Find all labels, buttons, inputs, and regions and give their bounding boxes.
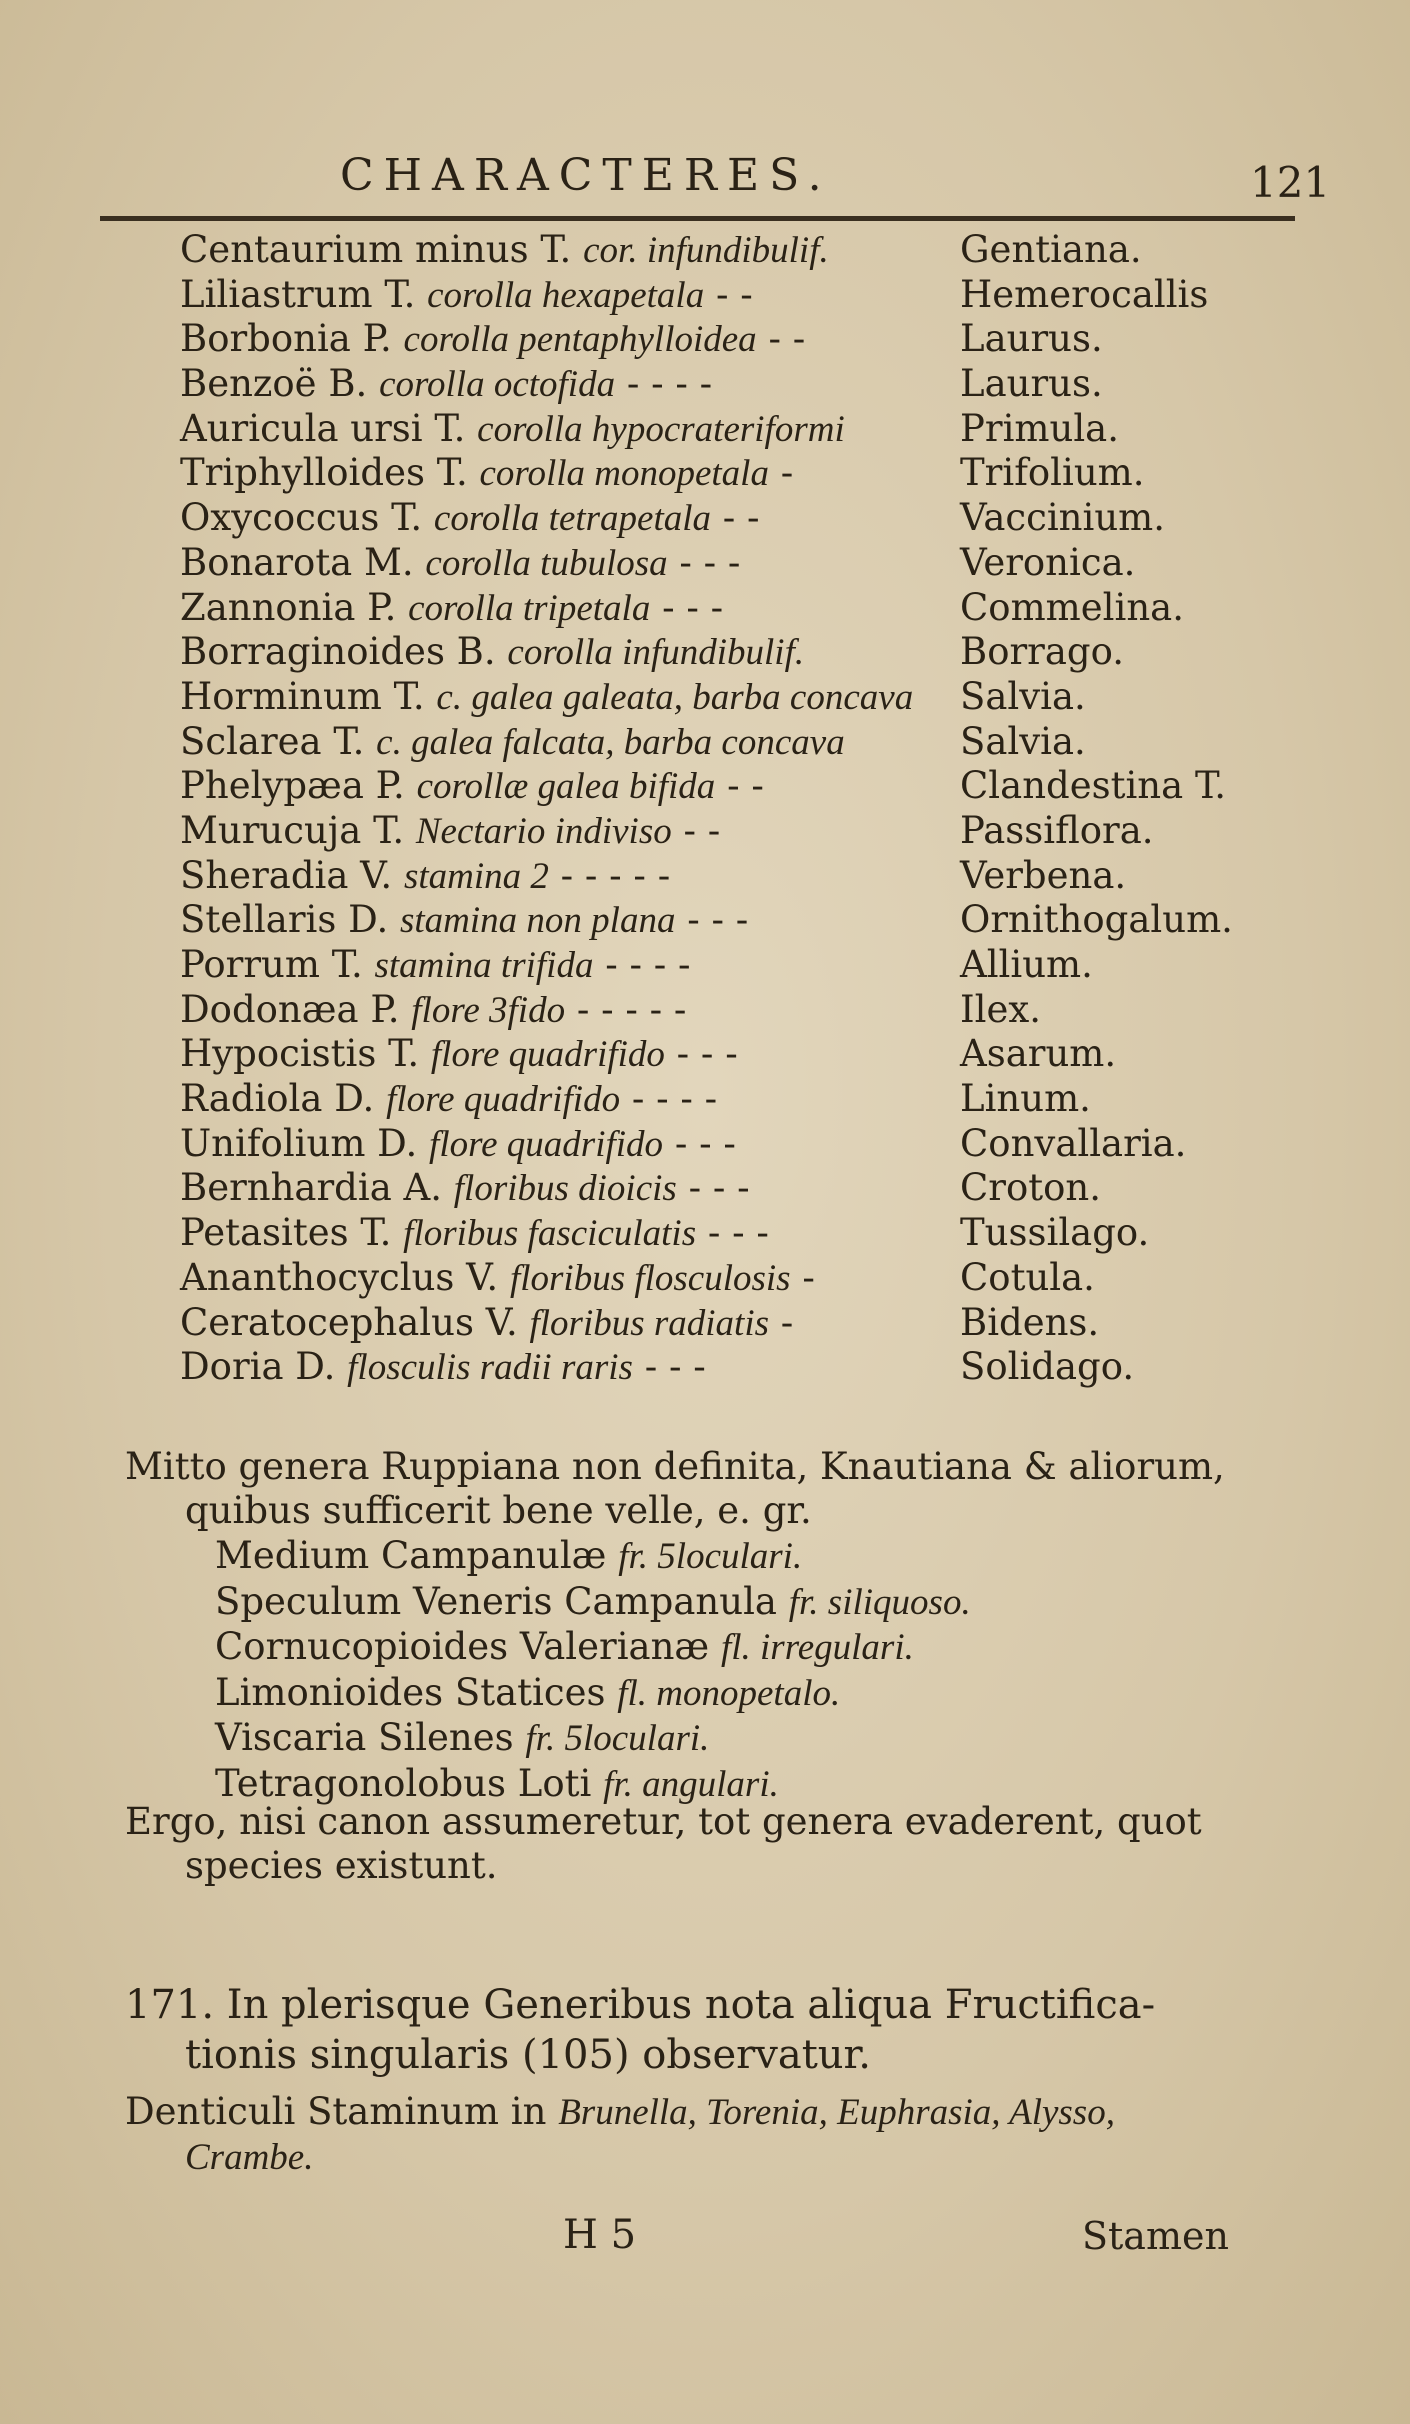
genus-name: Dodonæa P. xyxy=(180,987,400,1031)
example-name: Viscaria Silenes xyxy=(215,1716,514,1759)
genus-name: Auricula ursi T. xyxy=(180,406,466,450)
genus-row xyxy=(180,854,1310,899)
denticuli-lead: Denticuli Staminum in xyxy=(125,2090,547,2133)
example-character: fr. angulari. xyxy=(603,1763,779,1805)
reference-genus: Primula. xyxy=(960,406,1119,450)
leader-dashes: - - - - - xyxy=(576,987,687,1031)
genus-character: floribus dioicis xyxy=(453,1168,677,1210)
reference-genus: Laurus. xyxy=(960,317,1103,361)
example-list xyxy=(215,1534,971,1807)
genus-character: corollæ galea bifida xyxy=(416,766,716,808)
genus-row xyxy=(180,988,1310,1033)
reference-genus: Salvia. xyxy=(960,674,1086,718)
mitto-line-2: quibus sufficerit bene velle, e. gr. xyxy=(185,1489,812,1532)
reference-genus: Salvia. xyxy=(960,719,1086,763)
genus-character: stamina non plana xyxy=(399,900,676,942)
genus-row xyxy=(180,541,1310,586)
section-171-line-1: 171. In plerisque Generibus nota aliqua Fructifica- xyxy=(125,1982,1156,2028)
leader-dashes: - xyxy=(802,1255,815,1299)
example-item xyxy=(215,1625,971,1671)
example-character: fl. irregulari. xyxy=(720,1627,914,1668)
genus-row xyxy=(180,1166,1310,1211)
genus-character: corolla octofida xyxy=(379,364,616,406)
leader-dashes: - - - - xyxy=(626,362,713,406)
genus-row xyxy=(180,451,1310,496)
leader-dashes: - - - - xyxy=(631,1077,718,1121)
example-name: Tetragonolobus Loti xyxy=(215,1761,592,1805)
genus-row xyxy=(180,1032,1310,1077)
genus-row xyxy=(180,898,1310,943)
genus-character: flore 3fido xyxy=(411,989,566,1031)
reference-genus: Verbena. xyxy=(960,853,1127,897)
example-item xyxy=(215,1671,971,1717)
genus-character: flore quadrifido xyxy=(430,1034,665,1076)
example-name: Limonioides Statices xyxy=(215,1670,606,1714)
reference-genus: Allium. xyxy=(960,943,1093,986)
reference-genus: Bidens. xyxy=(960,1300,1100,1344)
genus-name: Porrum T. xyxy=(180,943,363,986)
leader-dashes: - - xyxy=(768,317,806,361)
leader-dashes: - - - xyxy=(679,540,741,584)
genus-row xyxy=(180,317,1310,362)
header-rule xyxy=(100,216,1295,221)
example-name: Cornucopioides Valerianæ xyxy=(215,1625,710,1668)
genus-name: Stellaris D. xyxy=(180,898,389,942)
genus-name: Borraginoides B. xyxy=(180,630,496,674)
leader-dashes: - - - xyxy=(687,898,749,942)
reference-genus: Ornithogalum. xyxy=(960,898,1233,942)
section-171-line-2: tionis singularis (105) observatur. xyxy=(185,2032,871,2078)
example-name: Speculum Veneris Campanula xyxy=(215,1579,777,1623)
signature-mark: H 5 xyxy=(563,2212,637,2258)
genus-name: Petasites T. xyxy=(180,1211,392,1255)
genus-row xyxy=(180,1345,1310,1390)
genus-name: Ceratocephalus V. xyxy=(180,1300,518,1344)
example-character: fr. siliquoso. xyxy=(788,1581,971,1623)
genus-row xyxy=(180,764,1310,809)
genus-character: c. galea falcata, barba concava xyxy=(376,721,845,763)
genus-character: floribus fasciculatis xyxy=(403,1213,697,1255)
genus-row xyxy=(180,720,1310,765)
leader-dashes: - - - - xyxy=(605,943,691,986)
genus-name: Benzoë B. xyxy=(180,362,368,406)
leader-dashes: - - xyxy=(715,272,753,316)
genus-name: Bonarota M. xyxy=(180,540,414,584)
genus-name: Hypocistis T. xyxy=(180,1032,420,1076)
leader-dashes: - xyxy=(780,451,794,495)
genus-character: floribus radiatis xyxy=(529,1302,770,1344)
page-number: 121 xyxy=(1250,158,1331,207)
genus-row xyxy=(180,1122,1310,1167)
genus-character: corolla hexapetala xyxy=(427,274,705,316)
example-character: fl. monopetalo. xyxy=(617,1672,841,1714)
genus-character: stamina 2 xyxy=(403,855,549,897)
leader-dashes: - - - xyxy=(674,1121,736,1165)
reference-genus: Cotula. xyxy=(960,1255,1095,1299)
reference-genus: Clandestina T. xyxy=(960,764,1226,808)
leader-dashes: - - - xyxy=(644,1345,706,1389)
reference-genus: Veronica. xyxy=(960,540,1136,584)
leader-dashes: - - xyxy=(683,808,721,852)
denticuli-paragraph xyxy=(125,2090,1115,2180)
genus-character: Nectario indiviso xyxy=(415,810,672,852)
genus-row xyxy=(180,1211,1310,1256)
reference-genus: Gentiana. xyxy=(960,228,1142,271)
catchword: Stamen xyxy=(1082,2214,1229,2258)
genus-name: Borbonia P. xyxy=(180,317,392,361)
leader-dashes: - - xyxy=(722,496,760,540)
genus-name: Sclarea T. xyxy=(180,719,365,763)
mitto-paragraph xyxy=(125,1445,1225,1533)
reference-genus: Convallaria. xyxy=(960,1121,1187,1165)
denticuli-genera: Brunella, Torenia, Euphrasia, Alysso, xyxy=(558,2092,1115,2133)
reference-genus: Ilex. xyxy=(960,987,1041,1031)
reference-genus: Asarum. xyxy=(960,1032,1117,1076)
genus-character: c. galea galeata, barba concava xyxy=(436,676,914,718)
leader-dashes: - - - - - xyxy=(560,853,671,897)
genus-character: corolla hypocrateriformi xyxy=(477,408,845,450)
genus-character: flore quadrifido xyxy=(429,1123,664,1165)
reference-genus: Borrago. xyxy=(960,630,1124,674)
example-item xyxy=(215,1534,971,1580)
genus-row xyxy=(180,362,1310,407)
denticuli-line-2: Crambe. xyxy=(185,2137,314,2178)
section-171 xyxy=(125,1980,1155,2080)
genus-row xyxy=(180,496,1310,541)
genus-name: Radiola D. xyxy=(180,1077,375,1121)
genus-row xyxy=(180,1077,1310,1122)
example-character: fr. 5loculari. xyxy=(618,1536,803,1577)
genus-list xyxy=(180,228,1310,1390)
genus-name: Unifolium D. xyxy=(180,1121,418,1165)
genus-row xyxy=(180,407,1310,452)
reference-genus: Tussilago. xyxy=(960,1211,1150,1255)
genus-character: corolla infundibulif. xyxy=(507,632,805,674)
genus-row xyxy=(180,943,1310,988)
leader-dashes: - - xyxy=(727,764,764,808)
reference-genus: Laurus. xyxy=(960,362,1103,406)
genus-name: Bernhardia A. xyxy=(180,1166,442,1210)
genus-row xyxy=(180,1256,1310,1301)
genus-row xyxy=(180,1301,1310,1346)
ergo-line-1: Ergo, nisi canon assumeretur, tot genera evaderent, quot xyxy=(125,1800,1202,1843)
reference-genus: Hemerocallis xyxy=(960,272,1209,316)
genus-name: Oxycoccus T. xyxy=(180,496,423,540)
reference-genus: Trifolium. xyxy=(960,451,1145,495)
genus-row xyxy=(180,273,1310,318)
example-character: fr. 5loculari. xyxy=(525,1718,710,1759)
leader-dashes: - xyxy=(780,1300,794,1344)
genus-character: corolla tetrapetala xyxy=(433,498,712,540)
genus-row xyxy=(180,586,1310,631)
reference-genus: Passiflora. xyxy=(960,808,1154,852)
leader-dashes: - - - xyxy=(676,1032,738,1076)
genus-name: Liliastrum T. xyxy=(180,272,416,316)
genus-character: corolla tripetala xyxy=(408,587,651,629)
reference-genus: Commelina. xyxy=(960,585,1184,629)
genus-character: flosculis radii raris xyxy=(347,1347,633,1389)
example-name: Medium Campanulæ xyxy=(215,1534,607,1577)
genus-name: Zannonia P. xyxy=(180,585,397,629)
reference-genus: Solidago. xyxy=(960,1345,1135,1389)
genus-character: floribus flosculosis xyxy=(509,1257,791,1299)
example-item xyxy=(215,1716,971,1762)
genus-row xyxy=(180,228,1310,273)
example-item xyxy=(215,1580,971,1626)
genus-name: Horminum T. xyxy=(180,674,425,718)
mitto-line-1: Mitto genera Ruppiana non definita, Knautiana & aliorum, xyxy=(125,1445,1225,1488)
genus-name: Doria D. xyxy=(180,1345,336,1389)
genus-character: cor. infundibulif. xyxy=(583,230,829,271)
ergo-paragraph xyxy=(125,1800,1202,1888)
genus-name: Triphylloides T. xyxy=(180,451,468,495)
genus-name: Murucuja T. xyxy=(180,808,405,852)
genus-name: Phelypæa P. xyxy=(180,764,405,808)
genus-character: corolla pentaphylloidea xyxy=(403,319,757,361)
genus-row xyxy=(180,630,1310,675)
reference-genus: Vaccinium. xyxy=(960,496,1165,540)
genus-name: Centaurium minus T. xyxy=(180,228,572,271)
ergo-line-2: species existunt. xyxy=(185,1844,498,1887)
reference-genus: Linum. xyxy=(960,1077,1091,1121)
genus-character: flore quadrifido xyxy=(386,1079,621,1121)
running-head: CHARACTERES. xyxy=(340,150,832,201)
genus-character: corolla tubulosa xyxy=(425,542,668,584)
genus-row xyxy=(180,809,1310,854)
leader-dashes: - - - xyxy=(707,1211,769,1255)
genus-row xyxy=(180,675,1310,720)
reference-genus: Croton. xyxy=(960,1166,1102,1210)
genus-name: Sheradia V. xyxy=(180,853,393,897)
leader-dashes: - - - xyxy=(662,585,724,629)
genus-character: corolla monopetala xyxy=(479,453,769,495)
leader-dashes: - - - xyxy=(688,1166,750,1210)
genus-name: Ananthocyclus V. xyxy=(180,1255,499,1299)
genus-character: stamina trifida xyxy=(374,945,594,986)
